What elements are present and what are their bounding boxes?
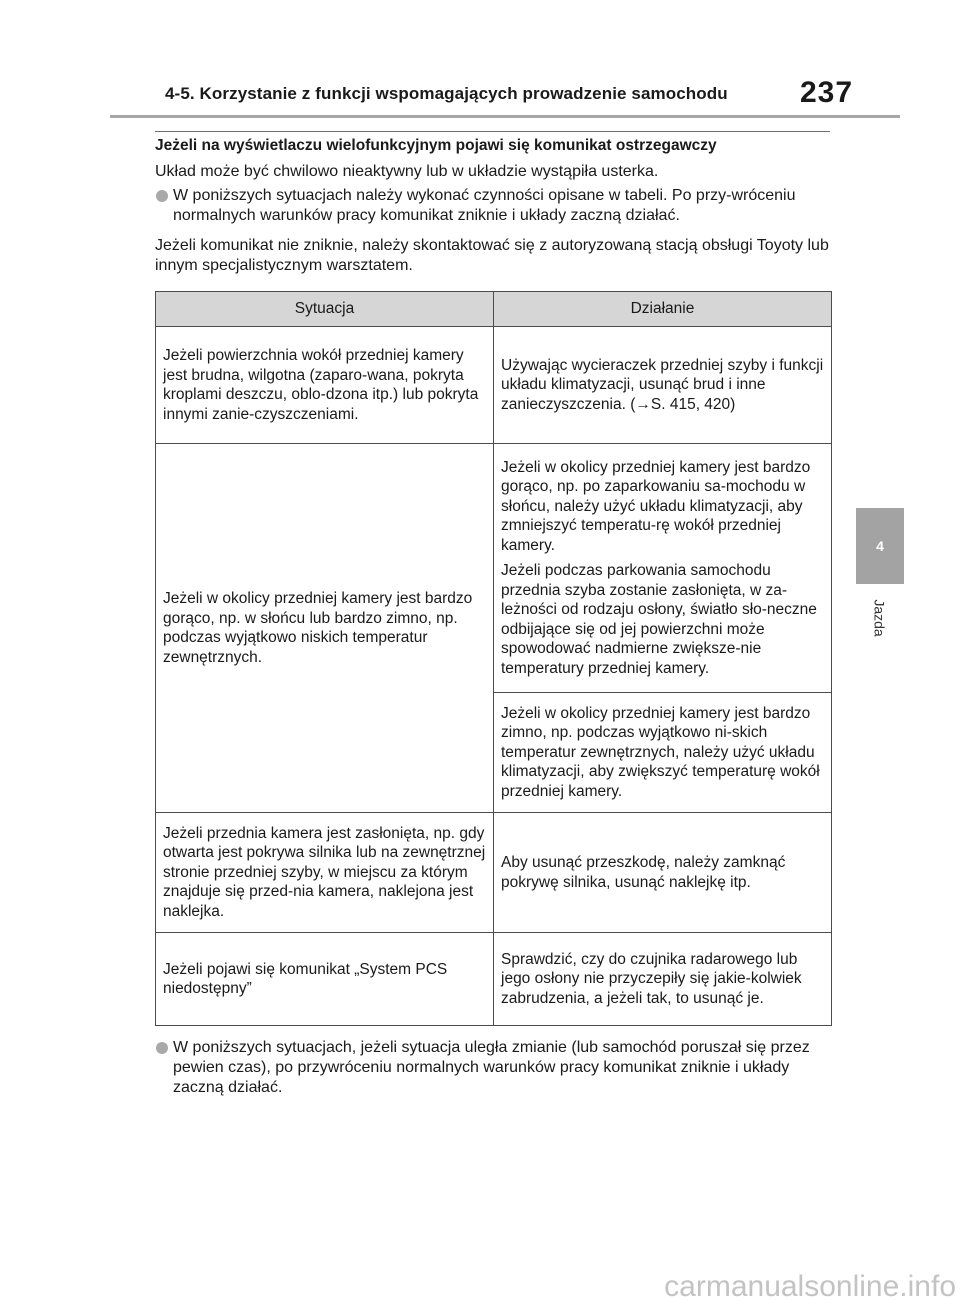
section-heading: Jeżeli na wyświetlaczu wielofunkcyjnym pojawi się komunikat ostrzegawczy [155,137,717,154]
table-header-row [156,292,832,327]
action-cell [494,327,832,444]
situation-cell: Jeżeli w okolicy przedniej kamery jest bardzo gorąco, np. w słońcu lub bardzo zimno, np. podczas wyjątkowo niskich temperatur zewnętrznych. [156,444,494,813]
table-row [156,933,832,1026]
bullet-dot-icon [156,190,168,202]
action-text: Używając wycieraczek przedniej szyby i funkcji układu klimatyzacji, usunąć brud i inne zanieczyszczenia. (→S. 415, 420) [501,356,824,413]
action-text: Jeżeli podczas parkowania samochodu przednia szyba zostanie zasłonięta, w za-leżności od rodzaju osłony, światło sło-neczne odbijające się od jej powierzchni może spowodować nadmierne zwiększe-nie temperatury przedniej kamery. [501,562,817,677]
table-row [156,327,832,444]
chapter-label [868,588,892,648]
bullet-dot-icon [156,1042,168,1054]
action-cell [494,693,832,813]
watermark: carmanualsonline.info [664,1270,956,1303]
page-header-title: 4-5. Korzystanie z funkcji wspomagających prowadzenie samochodu [165,84,728,103]
note-paragraph: Jeżeli komunikat nie zniknie, należy skontaktować się z autoryzowaną stacją obsługi Toyoty lub innym specjalistycznym warsztatem. [155,237,829,274]
situation-cell: Jeżeli przednia kamera jest zasłonięta, np. gdy otwarta jest pokrywa silnika lub na zewnętrznej stronie przedniej szyby, w miejscu za którym znajduje się przed-nia kamera, naklejona jest naklejka. [156,813,494,933]
chapter-label-text: Jazda [872,599,889,637]
warning-table [155,291,832,1026]
bullet-text: W poniższych sytuacjach, jeżeli sytuacja uległa zmianie (lub samochód poruszał się przez pewien czas), po przywróceniu normalnych warunków pracy komunikat zniknie i układy zaczną działać. [173,1039,810,1096]
action-cell [494,813,832,933]
action-text: Sprawdzić, czy do czujnika radarowego lub jego osłony nie przyczepiły się jakie-kolwiek zabrudzenia, a jeżeli tak, to usunąć je. [501,950,802,1007]
page-number: 237 [800,76,854,109]
action-text: Aby usunąć przeszkodę, należy zamknąć pokrywę silnika, usunąć naklejkę itp. [501,854,786,891]
action-text: Jeżeli w okolicy przedniej kamery jest bardzo zimno, np. podczas wyjątkowo ni-skich temperatur zewnętrznych, należy użyć układu klimatyzacji, aby zwiększyć temperaturę wokół przedniej kamery. [501,704,820,800]
chapter-number: 4 [876,538,884,554]
situation-cell: Jeżeli pojawi się komunikat „System PCS niedostępny” [156,933,494,1026]
table-row [156,813,832,933]
situation-cell: Jeżeli powierzchnia wokół przedniej kamery jest brudna, wilgotna (zaparo-wana, pokryta kroplami deszczu, oblo-dzona itp.) lub pokryta innymi zanie-czyszczeniami. [156,327,494,444]
table-row [156,444,832,693]
table-header-action: Działanie [494,292,832,327]
section-divider [155,131,830,132]
chapter-tab[interactable] [856,508,904,584]
intro-paragraph: Układ może być chwilowo nieaktywny lub w układzie wystąpiła usterka. [155,163,659,180]
action-text: Jeżeli w okolicy przedniej kamery jest bardzo gorąco, np. po zaparkowaniu sa-mochodu w słońcu, należy użyć układu klimatyzacji, aby zmniejszyć temperatu-rę wokół przedniej kamery. [501,458,811,554]
table-header-situation: Sytuacja [156,292,494,327]
bullet-text: W poniższych sytuacjach należy wykonać czynności opisane w tabeli. Po przy-wróceniu normalnych warunków pracy komunikat zniknie i układy zaczną działać. [173,187,796,224]
action-cell [494,444,832,693]
header-divider [110,115,900,118]
action-cell [494,933,832,1026]
